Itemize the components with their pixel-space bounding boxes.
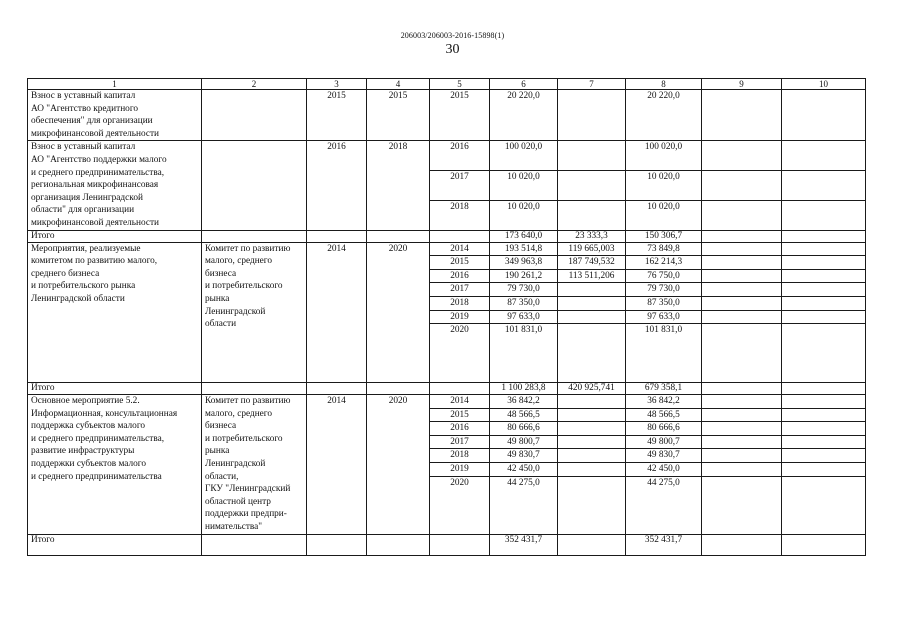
value-col8: 48 566,5 [626, 408, 702, 422]
empty-cell [307, 230, 367, 242]
value-col6: 44 275,0 [490, 476, 558, 534]
value-col8: 80 666,6 [626, 422, 702, 436]
header-cell: 1 [28, 79, 202, 90]
value-col7 [558, 422, 626, 436]
value-col8: 97 633,0 [626, 310, 702, 324]
end-year: 2020 [367, 242, 430, 383]
value-col8: 101 831,0 [626, 324, 702, 383]
table-row [28, 141, 866, 171]
value-col6: 10 020,0 [490, 171, 558, 201]
value-col8: 100 020,0 [626, 141, 702, 171]
value-col10 [782, 283, 866, 297]
measure-name: Взнос в уставный капитал АО "Агентство поддержки малого и среднего предпринимательства, региональная микрофинансовая организация Ленинградской области" для организации микрофинансовой деятельности [28, 141, 202, 230]
value-col10 [782, 242, 866, 256]
value-col8: 20 220,0 [626, 90, 702, 141]
value-col9 [702, 310, 782, 324]
table-row [28, 242, 866, 256]
year-cell: 2015 [430, 256, 490, 270]
value-col6: 87 350,0 [490, 296, 558, 310]
value-col10 [782, 435, 866, 449]
value-col7: 119 665,003 [558, 242, 626, 256]
executor-name: Комитет по развитию малого, среднего бизнеса и потребительского рынка Ленинградской области [202, 242, 307, 383]
value-col10 [782, 269, 866, 283]
start-year: 2015 [307, 90, 367, 141]
value-col10 [782, 449, 866, 463]
value-col10 [782, 200, 866, 230]
header-cell: 7 [558, 79, 626, 90]
header-cell: 3 [307, 79, 367, 90]
value-col9 [702, 395, 782, 409]
value-col6: 100 020,0 [490, 141, 558, 171]
value-col7 [558, 283, 626, 297]
year-cell: 2017 [430, 171, 490, 201]
year-cell: 2016 [430, 269, 490, 283]
value-col6: 49 830,7 [490, 449, 558, 463]
total-col7: 420 925,741 [558, 383, 626, 395]
empty-cell [702, 383, 782, 395]
value-col8: 36 842,2 [626, 395, 702, 409]
total-row [28, 230, 866, 242]
value-col8: 79 730,0 [626, 283, 702, 297]
value-col6: 42 450,0 [490, 463, 558, 477]
value-col7 [558, 408, 626, 422]
value-col9 [702, 408, 782, 422]
empty-cell [307, 383, 367, 395]
value-col8: 42 450,0 [626, 463, 702, 477]
document-code: 206003/206003-2016-15898(1) [400, 31, 505, 40]
value-col6: 79 730,0 [490, 283, 558, 297]
value-col7 [558, 310, 626, 324]
total-col6: 352 431,7 [490, 534, 558, 555]
end-year: 2020 [367, 395, 430, 535]
empty-cell [202, 383, 307, 395]
value-col6: 10 020,0 [490, 200, 558, 230]
header-cell: 9 [702, 79, 782, 90]
value-col7 [558, 395, 626, 409]
value-col9 [702, 324, 782, 383]
year-cell: 2018 [430, 449, 490, 463]
executor-name [202, 90, 307, 141]
value-col6: 193 514,8 [490, 242, 558, 256]
year-cell: 2015 [430, 90, 490, 141]
header-cell: 4 [367, 79, 430, 90]
value-col10 [782, 296, 866, 310]
end-year: 2015 [367, 90, 430, 141]
empty-cell [367, 383, 430, 395]
value-col8: 10 020,0 [626, 200, 702, 230]
empty-cell [782, 230, 866, 242]
start-year: 2014 [307, 242, 367, 383]
value-col9 [702, 422, 782, 436]
year-cell: 2016 [430, 422, 490, 436]
value-col7: 187 749,532 [558, 256, 626, 270]
year-cell: 2020 [430, 324, 490, 383]
year-cell: 2016 [430, 141, 490, 171]
value-col8: 49 800,7 [626, 435, 702, 449]
empty-cell [430, 534, 490, 555]
value-col10 [782, 422, 866, 436]
value-col6: 97 633,0 [490, 310, 558, 324]
header-cell: 8 [626, 79, 702, 90]
value-col8: 76 750,0 [626, 269, 702, 283]
value-col7 [558, 171, 626, 201]
value-col10 [782, 324, 866, 383]
value-col8: 87 350,0 [626, 296, 702, 310]
value-col10 [782, 141, 866, 171]
page-number: 30 [445, 42, 460, 57]
value-col7 [558, 435, 626, 449]
total-row [28, 383, 866, 395]
value-col7 [558, 476, 626, 534]
value-col10 [782, 463, 866, 477]
value-col9 [702, 200, 782, 230]
empty-cell [430, 383, 490, 395]
table-row [28, 395, 866, 409]
value-col9 [702, 463, 782, 477]
table-row [28, 90, 866, 141]
value-col9 [702, 296, 782, 310]
empty-cell [367, 230, 430, 242]
total-col6: 173 640,0 [490, 230, 558, 242]
executor-name [202, 141, 307, 230]
value-col7 [558, 463, 626, 477]
value-col8: 44 275,0 [626, 476, 702, 534]
year-cell: 2019 [430, 310, 490, 324]
year-cell: 2020 [430, 476, 490, 534]
value-col7 [558, 324, 626, 383]
header-cell: 10 [782, 79, 866, 90]
value-col9 [702, 256, 782, 270]
value-col8: 162 214,3 [626, 256, 702, 270]
value-col6: 20 220,0 [490, 90, 558, 141]
total-col7: 23 333,3 [558, 230, 626, 242]
value-col7 [558, 200, 626, 230]
value-col7 [558, 449, 626, 463]
value-col9 [702, 141, 782, 171]
measure-name: Основное мероприятие 5.2. Информационная, консультационная поддержка субъектов малого и среднего предпринимательства, развитие инфраструктуры поддержки субъектов малого и среднего предпринимательства [28, 395, 202, 535]
empty-cell [307, 534, 367, 555]
total-col7 [558, 534, 626, 555]
measure-name: Мероприятия, реализуемые комитетом по развитию малого, среднего бизнеса и потребительского рынка Ленинградской области [28, 242, 202, 383]
year-cell: 2015 [430, 408, 490, 422]
empty-cell [430, 230, 490, 242]
empty-cell [702, 534, 782, 555]
empty-cell [202, 230, 307, 242]
start-year: 2016 [307, 141, 367, 230]
total-col8: 352 431,7 [626, 534, 702, 555]
value-col6: 36 842,2 [490, 395, 558, 409]
value-col9 [702, 269, 782, 283]
value-col8: 49 830,7 [626, 449, 702, 463]
value-col10 [782, 310, 866, 324]
value-col7 [558, 141, 626, 171]
executor-name: Комитет по развитию малого, среднего бизнеса и потребительского рынка Ленинградской области, ГКУ "Ленинградский областной центр поддержки предпри- нимательства" [202, 395, 307, 535]
total-row [28, 534, 866, 555]
total-label: Итого [28, 230, 202, 242]
value-col6: 49 800,7 [490, 435, 558, 449]
measure-name: Взнос в уставный капитал АО "Агентство кредитного обеспечения" для организации микрофинансовой деятельности [28, 90, 202, 141]
value-col10 [782, 171, 866, 201]
program-table [27, 78, 866, 556]
value-col6: 48 566,5 [490, 408, 558, 422]
value-col8: 73 849,8 [626, 242, 702, 256]
value-col8: 10 020,0 [626, 171, 702, 201]
header-cell: 6 [490, 79, 558, 90]
value-col9 [702, 242, 782, 256]
year-cell: 2019 [430, 463, 490, 477]
year-cell: 2014 [430, 395, 490, 409]
year-cell: 2018 [430, 296, 490, 310]
year-cell: 2017 [430, 435, 490, 449]
year-cell: 2018 [430, 200, 490, 230]
start-year: 2014 [307, 395, 367, 535]
empty-cell [202, 534, 307, 555]
value-col9 [702, 476, 782, 534]
value-col6: 101 831,0 [490, 324, 558, 383]
value-col10 [782, 90, 866, 141]
total-col8: 150 306,7 [626, 230, 702, 242]
value-col7 [558, 296, 626, 310]
value-col10 [782, 408, 866, 422]
year-cell: 2014 [430, 242, 490, 256]
value-col9 [702, 90, 782, 141]
value-col10 [782, 476, 866, 534]
year-cell: 2017 [430, 283, 490, 297]
value-col9 [702, 435, 782, 449]
empty-cell [367, 534, 430, 555]
header-cell: 5 [430, 79, 490, 90]
empty-cell [782, 383, 866, 395]
value-col7: 113 511,206 [558, 269, 626, 283]
value-col6: 349 963,8 [490, 256, 558, 270]
value-col9 [702, 449, 782, 463]
value-col9 [702, 171, 782, 201]
value-col7 [558, 90, 626, 141]
value-col9 [702, 283, 782, 297]
empty-cell [702, 230, 782, 242]
total-col6: 1 100 283,8 [490, 383, 558, 395]
value-col10 [782, 395, 866, 409]
empty-cell [782, 534, 866, 555]
header-row [28, 79, 866, 90]
total-col8: 679 358,1 [626, 383, 702, 395]
value-col6: 190 261,2 [490, 269, 558, 283]
value-col6: 80 666,6 [490, 422, 558, 436]
value-col10 [782, 256, 866, 270]
end-year: 2018 [367, 141, 430, 230]
header-cell: 2 [202, 79, 307, 90]
total-label: Итого [28, 534, 202, 555]
total-label: Итого [28, 383, 202, 395]
